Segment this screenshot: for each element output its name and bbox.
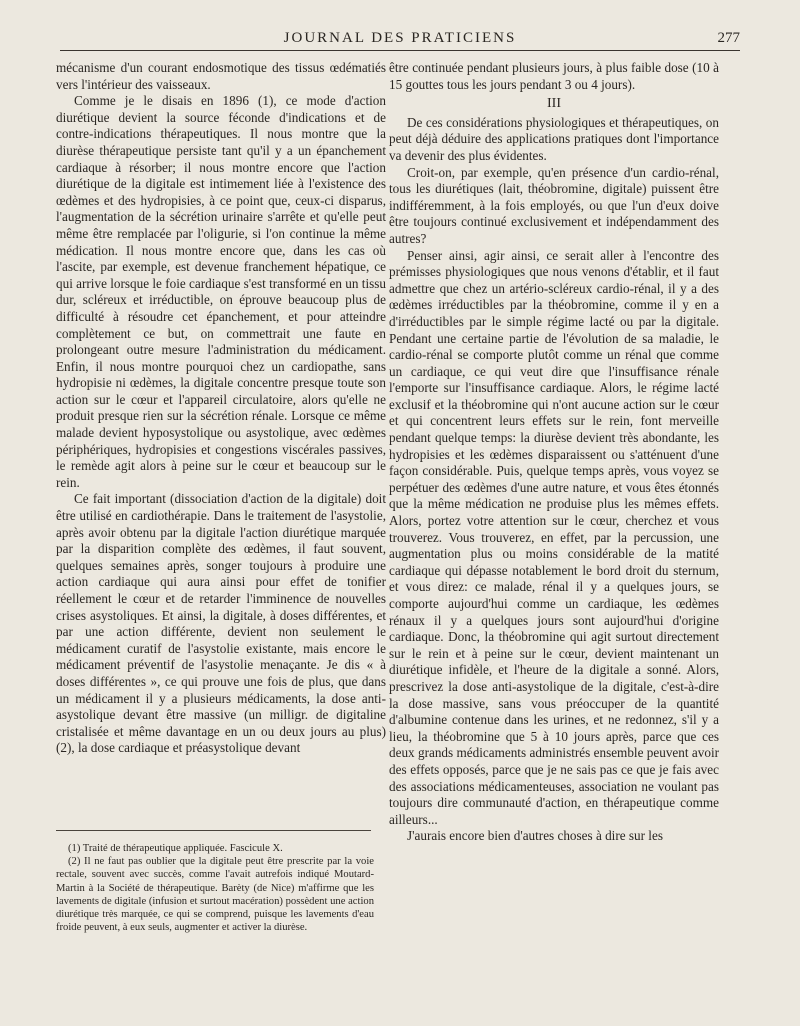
paragraph: Ce fait important (dissociation d'action de la digitale) doit être utilisé en cardiothérapie. Dans le traitement de l'asystolie, après avoir obtenu par la digitale l'action diurétique marquée par la disparition complète des œdèmes, il faut souvent, quelques semaines après, songer toujours à produire une action cardiaque qui aura ainsi pour effet de tonifier réellement le cœur et de retarder l'imminence de nouvelles crises asystoliques. Et ainsi, la digitale, à doses différentes, et par une action différente, devient non seulement le médicament curatif de l'asystolie existante, mais encore le médicament préventif de l'asystolie menaçante. Je dis « à doses différentes », ce qui prouve une fois de plus, que dans un médicament il y a plusieurs médicaments, la dose anti-asystolique devant être massive (un milligr. de digitaline cristalisée et même davantage en un ou deux jours au plus) (2), la dose cardiaque et préasystolique devant [56,491,386,756]
paragraph: Croit-on, par exemple, qu'en présence d'un cardio-rénal, tous les diurétiques (lait, théobromine, digitale) puissent être indifféremment, à la fois employés, ou que l'un d'eux doive être toujours continué exclusivement et indépendamment des autres? [389,164,719,246]
left-column [56,60,386,757]
paragraph: Comme je le disais en 1896 (1), ce mode d'action diurétique devient la source féconde d'indications et de contre-indications thérapeutiques. Il nous montre que la diurèse thérapeutique persiste tant qu'il y a un épanchement cardiaque à résorber; il nous montre encore que l'action diurétique de la digitale est intimement liée à l'existence des œdèmes et des hydropisies, à ce point que, ceux-ci disparus, l'augmentation de la sécrétion urinaire s'arrête et qu'elle peut même être remplacée par l'oligurie, si l'on continue la même médication. Il nous montre encore que, dans les cas où l'ascite, par exemple, est devenue franchement hépatique, ce qui arrive lorsque le foie cardiaque s'est transformé en un tissu dur, scléreux et irréductible, on éprouve beaucoup plus de difficulté à résoudre cet épanchement, et pour atteindre complètement ce but, on commettrait une faute en prolongeant outre mesure l'administration du médicament. Enfin, il nous montre pourquoi chez un cardiopathe, sans hydropisie ni œdèmes, la digitale concentre presque toute son action sur le cœur et l'appareil circulatoire, alors qu'elle ne produit presque rien sur la sécrétion rénale. Lorsque ce même malade devient hyposystolique ou asystolique, avec œdèmes périphériques, hydropisies et congestions viscérales passives, le remède agit alors à peine sur le cœur et beaucoup sur le rein. [56,93,386,490]
footnote: (2) Il ne faut pas oublier que la digitale peut être prescrite par la voie rectale, souvent avec succès, comme l'avait autrefois indiqué Moutard-Martin à la Société de thérapeutique. Barèty (de Nice) m'affirme que les lavements de digitale (infusion et surtout macération) possèdent une action diurétique très marquée, ce qui se comprend, puisque les lavements d'eau froide peuvent, à eux seuls, augmenter et activer la diurèse. [56,856,374,934]
header-rule [60,50,740,51]
paragraph: De ces considérations physiologiques et thérapeutiques, on peut déjà déduire des applications pratiques dont l'importance va devenir des plus évidentes. [389,114,719,163]
journal-title: JOURNAL DES PRATICIENS [283,30,517,46]
right-column [389,60,719,845]
footnote-rule [56,830,371,831]
footnote: (1) Traité de thérapeutique appliquée. Fascicule X. [68,843,283,854]
page-number: 277 [717,30,740,46]
footnotes [56,842,374,934]
paragraph: Penser ainsi, agir ainsi, ce serait aller à l'encontre des prémisses physiologiques que nous venons d'établir, et il faut admettre que chez un artério-scléreux cardio-rénal, il y a des œdèmes irréductibles par la théobromine, comme il y en a d'irréductibles par le simple régime lacté ou par la digitale. Pendant une certaine partie de l'évolution de sa maladie, le cardio-rénal se comporte plutôt comme un rénal que comme un cardiaque, ce qui veut dire que l'insuffisance rénale l'emporte sur l'insuffisance cardiaque. Alors, le régime lacté exclusif et la théobromine qui n'ont aucune action sur le cœur et qui concentrent leurs effets sur le rein, font merveille pendant quelque temps: la diurèse devient très abondante, les hydropisies et les œdèmes disparaissent ou s'atténuent d'une façon considérable. Puis, quelque temps après, vous voyez se perpétuer des œdèmes d'une autre nature, et vous êtes étonnés que la même médication ne produise plus les mêmes effets. Alors, portez votre attention sur le cœur, cherchez et vous trouverez. Vous trouverez, en effet, par la percussion, une augmentation plus ou moins considérable de la matité cardiaque qui dépasse notablement le bord droit du sternum, et vous direz: ce malade, rénal il y a quelques jours, se comporte aujourd'hui comme un cardiaque, les œdèmes rénaux il y a quelques jours sont aujourd'hui d'origine cardiaque. Donc, la théobromine qui agit surtout directement sur le rein et à peine sur le cœur, devient maintenant un diurétique infidèle, et l'heure de la digitale a sonné. Alors, prescrivez la dose anti-asystolique de la digitale, c'est-à-dire la dose massive, sans vous préoccuper de la quantité d'albumine contenue dans les urines, et ne redonnez, s'il y a lieu, la théobromine que 5 à 10 jours après, parce que ces deux grands médicaments administrés ensemble peuvent avoir des effets opposés, parce que je ne sais pas ce que je fais avec des associations médicamenteuses, association ne voulant pas toujours dire communauté d'action, en thérapeutique comme ailleurs... [389,247,719,827]
paragraph: mécanisme d'un courant endosmotique des tissus œdématiés vers l'intérieur des vaisseaux. [56,60,386,92]
section-heading: III [547,96,561,112]
running-header [60,28,740,50]
paragraph: être continuée pendant plusieurs jours, à plus faible dose (10 à 15 gouttes tous les jours pendant 3 ou 4 jours). [389,60,719,92]
paragraph: J'aurais encore bien d'autres choses à dire sur les [407,828,663,844]
